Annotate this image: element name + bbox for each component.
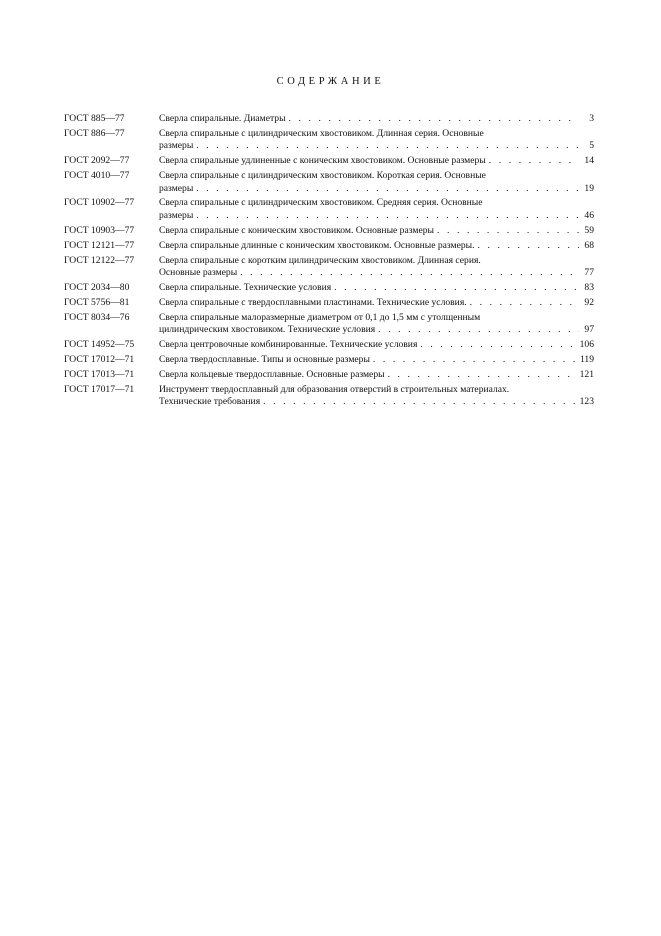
toc-entry-title: Сверла твердосплавные. Типы и основные размеры bbox=[159, 353, 370, 365]
toc-entry bbox=[64, 225, 594, 237]
toc-entry bbox=[64, 155, 594, 167]
toc-entry-page: 97 bbox=[584, 324, 594, 336]
dot-leader bbox=[196, 210, 579, 222]
toc-entry-title-end: размеры bbox=[159, 209, 194, 221]
dot-leader bbox=[240, 267, 579, 279]
toc-entry-title-line: Инструмент твердосплавный для образования отверстий в строительных материалах. bbox=[159, 383, 510, 395]
toc-entry-title-end: цилиндрическим хвостовиком. Технические условия bbox=[159, 324, 376, 336]
toc-entry-code: ГОСТ 4010—77 bbox=[64, 170, 130, 182]
toc-entry-body bbox=[159, 339, 594, 351]
toc-entry-code: ГОСТ 10903—77 bbox=[64, 224, 135, 236]
toc-entry-line bbox=[159, 113, 594, 125]
toc-entry-page: 46 bbox=[584, 209, 594, 221]
toc-entry-body bbox=[159, 297, 594, 309]
toc-entry-code: ГОСТ 885—77 bbox=[64, 113, 125, 124]
toc-entry bbox=[64, 255, 594, 280]
dot-leader bbox=[373, 354, 577, 366]
toc-entry-body bbox=[159, 282, 594, 294]
toc-entry-title-line: Сверла спиральные с цилиндрическим хвостовиком. Короткая серия. Основные bbox=[159, 170, 486, 182]
dot-leader bbox=[489, 155, 579, 167]
dot-leader bbox=[378, 324, 579, 336]
toc-entry-page: 119 bbox=[579, 353, 594, 365]
toc-entry bbox=[64, 312, 594, 337]
toc-entry bbox=[64, 282, 594, 294]
toc-entry-title: Сверла центровочные комбинированные. Технические условия bbox=[159, 339, 418, 350]
toc-entry-title: Сверла спиральные. Диаметры bbox=[159, 113, 286, 124]
toc-entry-page: 68 bbox=[584, 239, 594, 251]
toc-entry-body bbox=[159, 354, 594, 366]
toc-entry-body bbox=[159, 225, 594, 237]
toc-entry-page: 92 bbox=[584, 296, 594, 308]
page-title: СОДЕРЖАНИЕ bbox=[276, 76, 385, 87]
toc-entry-title: Сверла кольцевые твердосплавные. Основные размеры bbox=[159, 368, 385, 380]
toc-entry-title-end: размеры bbox=[159, 182, 194, 194]
toc-entry-line bbox=[159, 155, 594, 167]
toc-entry-line bbox=[159, 396, 594, 408]
dot-leader bbox=[334, 282, 579, 294]
toc-entry-title-line: Сверла спиральные с цилиндрическим хвостовиком. Длинная серия. Основные bbox=[159, 127, 484, 139]
table-of-contents bbox=[64, 113, 594, 411]
toc-entry-code: ГОСТ 10902—77 bbox=[64, 197, 135, 209]
toc-entry-body bbox=[159, 312, 594, 337]
toc-entry-body bbox=[159, 255, 594, 280]
toc-entry-title: Сверла спиральные. Технические условия bbox=[159, 281, 332, 293]
toc-entry-body bbox=[159, 113, 594, 125]
toc-entry-code: ГОСТ 14952—75 bbox=[64, 339, 135, 350]
toc-entry-title-line: Сверла спиральные с коротким цилиндрическим хвостовиком. Длинная серия. bbox=[159, 254, 481, 266]
toc-entry-page: 77 bbox=[584, 266, 594, 278]
toc-entry-title: Сверла спиральные длинные с коническим хвостовиком. Основные размеры. bbox=[159, 239, 475, 251]
toc-entry-line bbox=[159, 267, 594, 279]
toc-entry-title-line: Сверла спиральные с цилиндрическим хвостовиком. Средняя серия. Основные bbox=[159, 197, 483, 209]
toc-entry bbox=[64, 128, 594, 153]
toc-entry-line bbox=[159, 354, 594, 366]
toc-entry bbox=[64, 113, 594, 125]
toc-entry bbox=[64, 354, 594, 366]
toc-entry-body bbox=[159, 384, 594, 409]
toc-entry-body bbox=[159, 170, 594, 195]
toc-entry-line bbox=[159, 140, 594, 152]
toc-entry bbox=[64, 240, 594, 252]
toc-entry-page: 19 bbox=[584, 182, 594, 194]
dot-leader bbox=[263, 396, 577, 408]
toc-entry-page: 83 bbox=[584, 281, 594, 293]
toc-entry-page: 106 bbox=[579, 339, 594, 350]
toc-entry bbox=[64, 297, 594, 309]
toc-entry-code: ГОСТ 2034—80 bbox=[64, 281, 130, 293]
toc-entry-code: ГОСТ 5756—81 bbox=[64, 296, 130, 308]
toc-entry-title: Сверла спиральные удлиненные с коническим хвостовиком. Основные размеры bbox=[159, 155, 486, 167]
toc-entry-line bbox=[159, 240, 594, 252]
toc-entry bbox=[64, 170, 594, 195]
toc-entry-title: Сверла спиральные с коническим хвостовиком. Основные размеры bbox=[159, 224, 434, 236]
toc-entry-line bbox=[159, 369, 594, 381]
dot-leader bbox=[196, 183, 579, 195]
toc-entry-page: 59 bbox=[584, 224, 594, 236]
toc-entry-page: 123 bbox=[579, 396, 594, 408]
toc-entry-code: ГОСТ 12122—77 bbox=[64, 254, 135, 266]
toc-entry-code: ГОСТ 8034—76 bbox=[64, 311, 130, 323]
toc-entry-body bbox=[159, 155, 594, 167]
toc-entry-code: ГОСТ 17017—71 bbox=[64, 383, 135, 395]
toc-entry-line bbox=[159, 225, 594, 237]
toc-entry-body bbox=[159, 240, 594, 252]
toc-entry-page: 14 bbox=[584, 155, 594, 167]
toc-entry-code: ГОСТ 2092—77 bbox=[64, 155, 130, 167]
toc-entry-title-end: Технические требования bbox=[159, 396, 261, 408]
toc-entry-code: ГОСТ 17013—71 bbox=[64, 368, 135, 380]
dot-leader bbox=[420, 339, 576, 351]
toc-entry-line bbox=[159, 210, 594, 222]
toc-entry-line bbox=[159, 183, 594, 195]
toc-entry-title-end: Основные размеры bbox=[159, 266, 238, 278]
toc-entry bbox=[64, 339, 594, 351]
toc-entry bbox=[64, 369, 594, 381]
dot-leader bbox=[437, 225, 579, 237]
toc-entry-code: ГОСТ 12121—77 bbox=[64, 239, 135, 251]
dot-leader bbox=[388, 369, 577, 381]
toc-entry bbox=[64, 384, 594, 409]
dot-leader bbox=[289, 113, 579, 125]
toc-entry-line bbox=[159, 324, 594, 336]
dot-leader bbox=[470, 297, 579, 309]
toc-entry-line bbox=[159, 282, 594, 294]
toc-entry-title-line: Сверла спиральные малоразмерные диаметром от 0,1 до 1,5 мм с утолщенным bbox=[159, 311, 481, 323]
toc-entry-body bbox=[159, 369, 594, 381]
toc-entry-title-end: размеры bbox=[159, 140, 194, 152]
dot-leader bbox=[478, 240, 579, 252]
toc-entry-page: 5 bbox=[589, 140, 594, 152]
toc-entry-body bbox=[159, 128, 594, 153]
toc-entry-code: ГОСТ 886—77 bbox=[64, 127, 125, 139]
toc-entry-page: 121 bbox=[579, 368, 594, 380]
toc-entry-line bbox=[159, 297, 594, 309]
toc-entry-page: 3 bbox=[589, 113, 594, 124]
toc-entry bbox=[64, 197, 594, 222]
toc-entry-body bbox=[159, 197, 594, 222]
toc-entry-title: Сверла спиральные с твердосплавными пластинами. Технические условия. bbox=[159, 296, 467, 308]
toc-entry-code: ГОСТ 17012—71 bbox=[64, 353, 135, 365]
toc-entry-line bbox=[159, 339, 594, 351]
dot-leader bbox=[196, 140, 579, 152]
